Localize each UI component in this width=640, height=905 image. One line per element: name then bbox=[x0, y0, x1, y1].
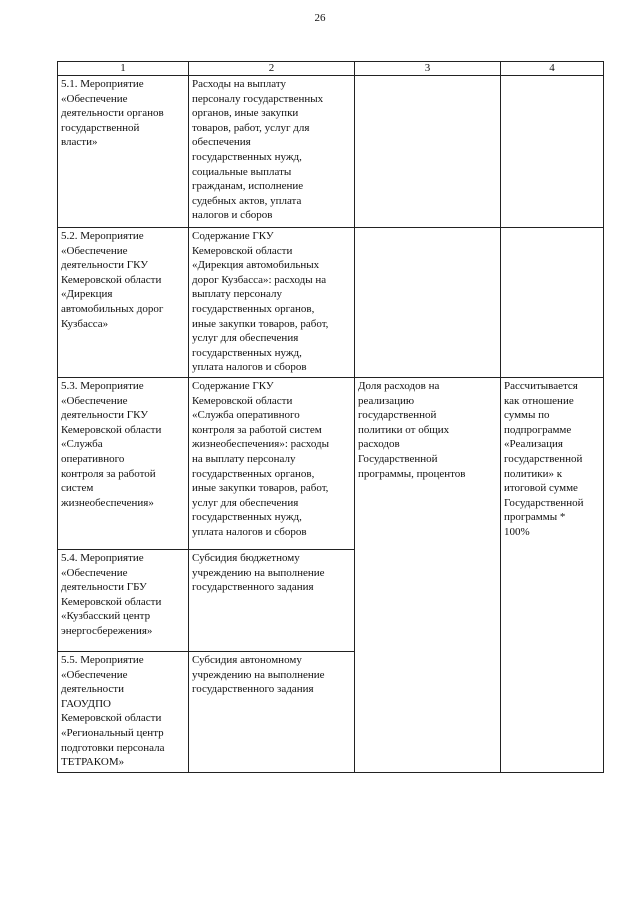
indicator-cell-empty bbox=[355, 76, 501, 228]
table-row bbox=[58, 76, 604, 228]
event-cell: 5.5. Мероприятие «Обеспечение деятельности ГАОУДПО Кемеровской области «Региональный центр подготовки персонала ТЕТРАКОМ» bbox=[58, 651, 189, 772]
document-table bbox=[57, 61, 604, 773]
event-cell: 5.3. Мероприятие «Обеспечение деятельности ГКУ Кемеровской области «Служба оперативного контроля за работой систем жизнеобеспечения» bbox=[58, 377, 189, 549]
table-row bbox=[58, 377, 604, 549]
event-cell: 5.4. Мероприятие «Обеспечение деятельности ГБУ Кемеровской области «Кузбасский центр энергосбережения» bbox=[58, 549, 189, 651]
method-cell-empty bbox=[501, 228, 604, 378]
column-header-2: 2 bbox=[189, 62, 355, 76]
column-header-3: 3 bbox=[355, 62, 501, 76]
description-cell: Содержание ГКУ Кемеровской области «Служба оперативного контроля за работой систем жизнеобеспечения»: расходы на выплату персоналу государственных органов, иные закупки товаров, работ, услуг для обеспечения государственных нужд, уплата налогов и сборов bbox=[189, 377, 355, 549]
description-cell: Расходы на выплату персоналу государственных органов, иные закупки товаров, работ, услуг для обеспечения государственных нужд, социальные выплаты гражданам, исполнение судебных актов, уплата налогов и сборов bbox=[189, 76, 355, 228]
column-header-1: 1 bbox=[58, 62, 189, 76]
description-cell: Содержание ГКУ Кемеровской области «Дирекция автомобильных дорог Кузбасса»: расходы на выплату персоналу государственных органов, иные закупки товаров, работ, услуг для обеспечения государственных нужд, уплата налогов и сборов bbox=[189, 228, 355, 378]
description-cell: Субсидия автономному учреждению на выполнение государственного задания bbox=[189, 651, 355, 772]
table-row bbox=[58, 228, 604, 378]
table-header-row bbox=[58, 62, 604, 76]
event-cell: 5.2. Мероприятие «Обеспечение деятельности ГКУ Кемеровской области «Дирекция автомобильных дорог Кузбасса» bbox=[58, 228, 189, 378]
indicator-cell-empty bbox=[355, 228, 501, 378]
description-cell: Субсидия бюджетному учреждению на выполнение государственного задания bbox=[189, 549, 355, 651]
method-cell-empty bbox=[501, 76, 604, 228]
page-number: 26 bbox=[314, 12, 326, 24]
column-header-4: 4 bbox=[501, 62, 604, 76]
event-cell: 5.1. Мероприятие «Обеспечение деятельности органов государственной власти» bbox=[58, 76, 189, 228]
indicator-cell: Доля расходов на реализацию государственной политики от общих расходов Государственной программы, процентов bbox=[355, 377, 501, 772]
method-cell: Рассчитывается как отношение суммы по подпрограмме «Реализация государственной политики» к итоговой сумме Государственной программы * 100% bbox=[501, 377, 604, 772]
